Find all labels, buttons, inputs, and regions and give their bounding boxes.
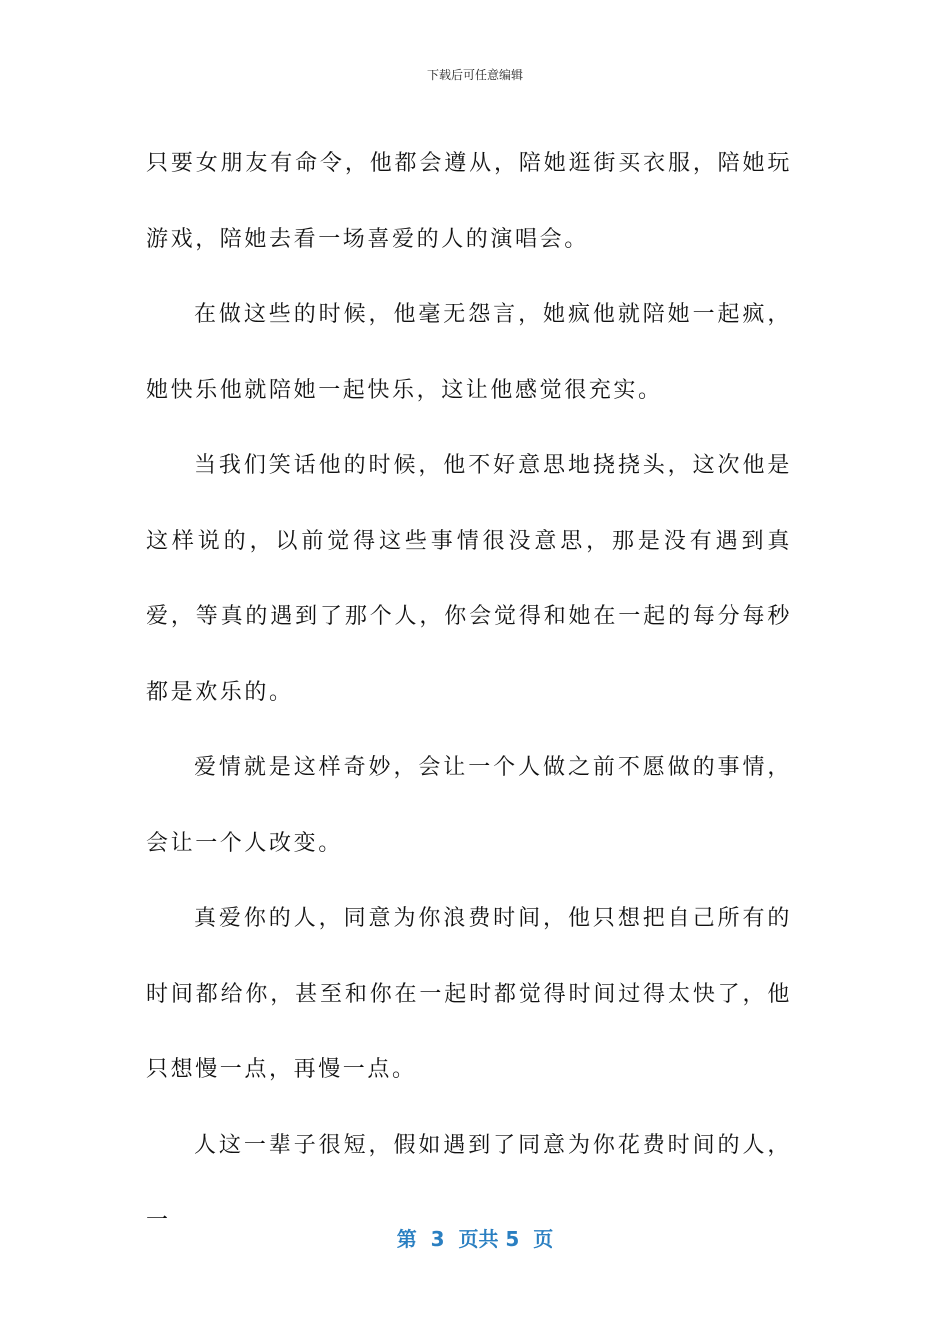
paragraph-2: 在做这些的时候，他毫无怨言，她疯他就陪她一起疯，她快乐他就陪她一起快乐，这让他感觉很充实。	[146, 302, 792, 403]
page-header: 下载后可任意编辑	[426, 68, 523, 82]
document-body	[146, 126, 792, 1259]
paragraph-1: 只要女朋友有命令，他都会遵从，陪她逛街买衣服，陪她玩游戏，陪她去看一场喜爱的人的演唱会。	[146, 151, 792, 252]
paragraph-4: 爱情就是这样奇妙，会让一个人做之前不愿做的事情，会让一个人改变。	[146, 755, 792, 856]
paragraph-3: 当我们笑话他的时候，他不好意思地挠挠头，这次他是这样说的，以前觉得这些事情很没意思，那是没有遇到真爱，等真的遇到了那个人，你会觉得和她在一起的每分每秒都是欢乐的。	[146, 453, 792, 705]
page-number-footer: 第 3 页共 5 页	[396, 1227, 554, 1251]
paragraph-6: 人这一辈子很短，假如遇到了同意为你花费时间的人，一	[146, 1132, 792, 1233]
paragraph-5: 真爱你的人，同意为你浪费时间，他只想把自己所有的时间都给你，甚至和你在一起时都觉得时间过得太快了，他只想慢一点，再慢一点。	[146, 906, 792, 1082]
